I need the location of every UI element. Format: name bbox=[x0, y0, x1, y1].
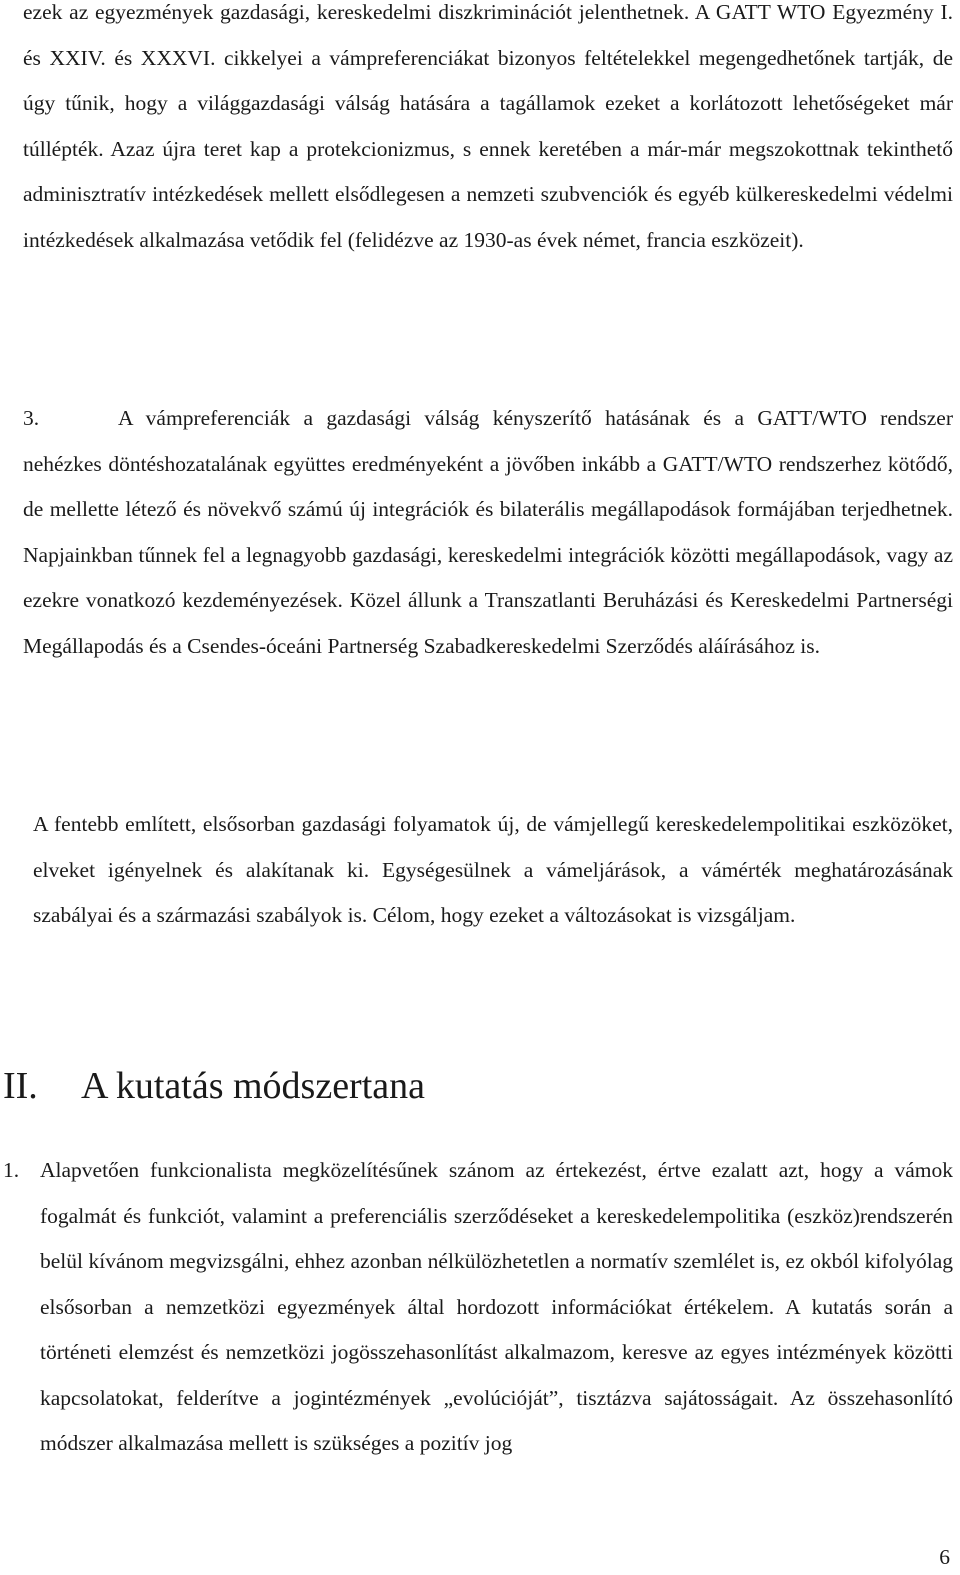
paragraph-intro: ezek az egyezmények gazdasági, kereskedelmi diszkriminációt jelenthetnek. A GATT WTO Egyezmény I. és XXIV. és XXXVI. cikkelyei a vámpreferenciákat bizonyos feltételekkel megengedhetőnek tartják, de úgy tűnik, hogy a világgazdasági válság hatására a tagállamok ezeket a korlátozott lehetőségeket már túllépték. Azaz újra teret kap a protekcionizmus, s ennek keretében a már-már megszokottnak tekinthető adminisztratív intézkedések mellett elsődlegesen a nemzeti szubvenciók és egyéb külkereskedelmi védelmi intézkedések alkalmazása vetődik fel (felidézve az 1930-as évek német, francia eszközeit). bbox=[23, 0, 953, 252]
page-number: 6 bbox=[939, 1545, 950, 1569]
point-3-number: 3. bbox=[23, 406, 40, 430]
item-1-number: 1. bbox=[3, 1158, 20, 1182]
section-heading-title: A kutatás módszertana bbox=[81, 1065, 426, 1107]
point-3-text: A vámpreferenciák a gazdasági válság kényszerítő hatásának és a GATT/WTO rendszer nehézkes döntéshozatalának együttes eredményeként a jövőben inkább a GATT/WTO rendszerhez kötődő, de mellette létező és növekvő számú új integrációk és bilaterális megállapodások formájában terjedhetnek. Napjainkban tűnnek fel a legnagyobb gazdasági, kereskedelmi integrációk közötti megállapodások, vagy az ezekre vonatkozó kezdeményezések. Közel állunk a Transzatlanti Beruházási és Kereskedelmi Partnerségi Megállapodás és a Csendes-óceáni Partnerség Szabadkereskedelmi Szerződés aláírásához is. bbox=[23, 406, 953, 658]
section-heading-number: II. bbox=[3, 1065, 38, 1107]
paragraph-summary: A fentebb említett, elsősorban gazdasági folyamatok új, de vámjellegű kereskedelempolitikai eszközöket, elveket igényelnek és alakítanak ki. Egységesülnek a vámeljárások, a vámérték meghatározásának szabályai és a származási szabályok is. Célom, hogy ezeket a változásokat is vizsgáljam. bbox=[33, 812, 953, 927]
paragraph-point-3 bbox=[23, 396, 953, 669]
section-heading bbox=[3, 1060, 425, 1112]
item-1-text: Alapvetően funkcionalista megközelítésűnek szánom az értekezést, értve ezalatt azt, hogy a vámok fogalmát és funkciót, valamint a preferenciális szerződéseket a kereskedelempolitika (eszköz)rendszerén belül kívánom megvizsgálni, ehhez azonban nélkülözhetetlen a normatív szemlélet is, ez okból kifolyólag elsősorban a nemzetközi egyezmények által hordozott információkat értékelem. A kutatás során a történeti elemzést és nemzetközi jogösszehasonlítást alkalmazom, keresve az egyes intézmények közötti kapcsolatokat, felderítve a jogintézmények „evolúcióját”, tisztázva sajátosságait. Az összehasonlító módszer alkalmazása mellett is szükséges a pozitív jog bbox=[40, 1158, 953, 1455]
